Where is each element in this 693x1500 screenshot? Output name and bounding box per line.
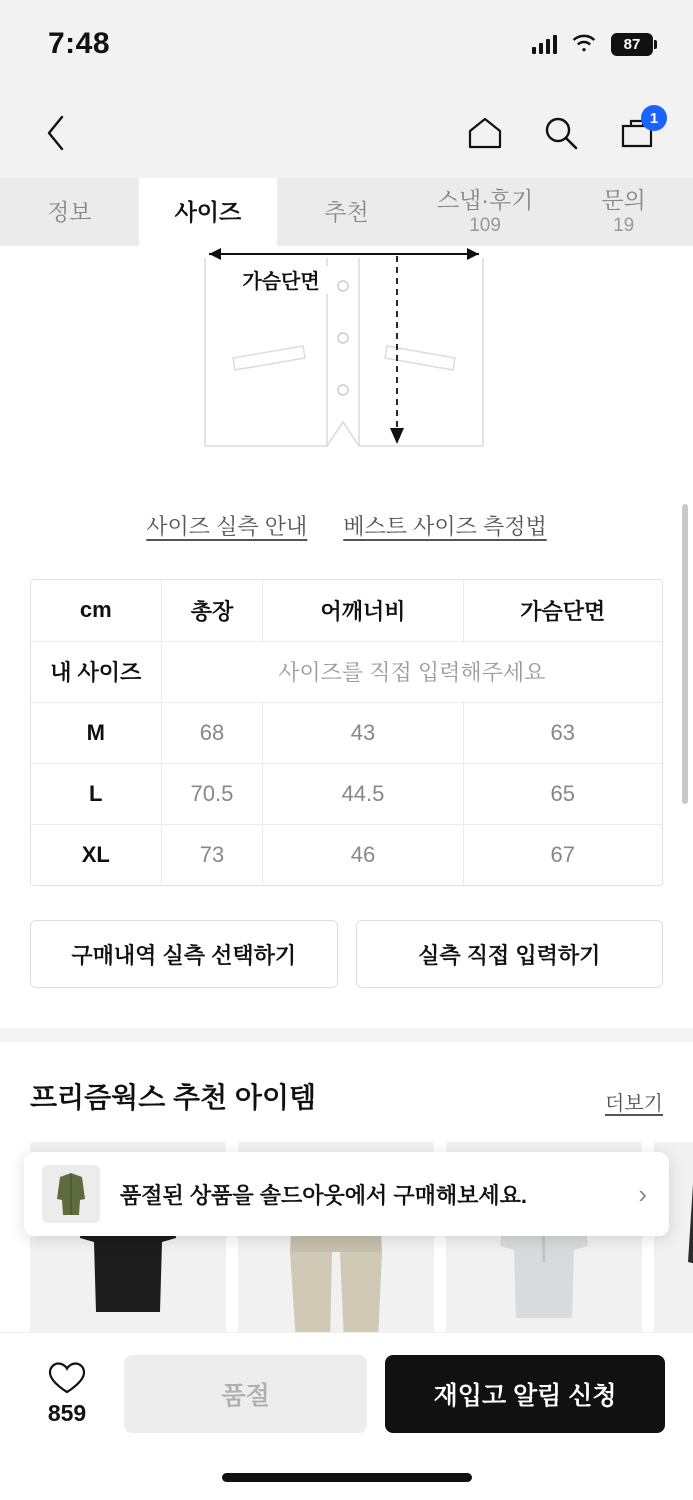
table-row bbox=[31, 824, 662, 885]
row-shoulder: 44.5 bbox=[263, 763, 463, 824]
wifi-icon bbox=[571, 34, 597, 54]
table-header-shoulder: 어깨너비 bbox=[263, 580, 463, 641]
table-header-length: 총장 bbox=[161, 580, 263, 641]
row-chest: 63 bbox=[463, 702, 662, 763]
row-chest: 65 bbox=[463, 763, 662, 824]
battery-icon bbox=[611, 33, 653, 56]
tab-label: 정보 bbox=[47, 198, 92, 225]
vest-measure-guide-link[interactable]: 베스트 사이즈 측정법 bbox=[343, 514, 547, 539]
diagram-label: 가슴단면 bbox=[241, 271, 320, 293]
select-from-orders-button[interactable]: 구매내역 실측 선택하기 bbox=[30, 920, 338, 988]
my-size-input-placeholder[interactable]: 사이즈를 직접 입력해주세요 bbox=[161, 641, 662, 702]
recommend-title: 프리즘웍스 추천 아이템 bbox=[30, 1082, 317, 1113]
chevron-left-icon[interactable] bbox=[34, 111, 78, 155]
table-header-row bbox=[31, 580, 662, 641]
status-indicators bbox=[532, 33, 653, 56]
cart-badge: 1 bbox=[641, 105, 667, 131]
like-count: 859 bbox=[47, 1400, 87, 1426]
tab-label: 추천 bbox=[324, 198, 369, 225]
heart-icon bbox=[47, 1360, 87, 1396]
status-clock: 7:48 bbox=[48, 27, 111, 60]
table-row bbox=[31, 763, 662, 824]
navigation-bar bbox=[0, 88, 693, 178]
measure-buttons bbox=[0, 886, 693, 1028]
soldout-button: 품절 bbox=[124, 1355, 367, 1433]
my-size-row[interactable] bbox=[31, 641, 662, 702]
scrollbar[interactable] bbox=[682, 504, 688, 804]
row-size-label: M bbox=[31, 702, 161, 763]
size-table bbox=[30, 579, 663, 886]
cart-icon[interactable] bbox=[615, 111, 659, 155]
soldout-promo-toast[interactable] bbox=[24, 1152, 669, 1236]
home-icon[interactable] bbox=[463, 111, 507, 155]
battery-level: 87 bbox=[623, 35, 641, 53]
recommend-more-link[interactable]: 더보기 bbox=[605, 1093, 663, 1115]
toast-message: 품절된 상품을 솔드아웃에서 구매해보세요. bbox=[120, 1182, 527, 1208]
row-size-label: L bbox=[31, 763, 161, 824]
section-divider bbox=[0, 1028, 693, 1042]
table-header-chest: 가슴단면 bbox=[463, 580, 662, 641]
bottom-action-bar bbox=[0, 1332, 693, 1454]
tab-count: 109 bbox=[469, 215, 501, 237]
home-indicator[interactable] bbox=[222, 1473, 472, 1482]
row-chest: 67 bbox=[550, 841, 575, 867]
nav-actions bbox=[463, 111, 659, 155]
row-shoulder: 43 bbox=[263, 702, 463, 763]
tab-snap-review[interactable] bbox=[416, 178, 555, 246]
table-header-unit: cm bbox=[31, 580, 161, 641]
table-row bbox=[31, 702, 662, 763]
tab-recommend[interactable] bbox=[277, 178, 416, 246]
enter-measurements-button[interactable]: 실측 직접 입력하기 bbox=[356, 920, 664, 988]
size-tab-content[interactable] bbox=[0, 246, 693, 1332]
chevron-right-icon[interactable]: › bbox=[638, 1178, 647, 1209]
guide-links bbox=[0, 478, 693, 569]
tab-info[interactable] bbox=[0, 178, 139, 246]
status-bar bbox=[0, 0, 693, 88]
product-thumbnail bbox=[42, 1165, 100, 1223]
row-shoulder: 46 bbox=[263, 824, 463, 885]
search-icon[interactable] bbox=[539, 111, 583, 155]
row-length: 73 bbox=[161, 824, 263, 885]
tab-label: 문의 bbox=[601, 186, 646, 213]
home-indicator-area bbox=[0, 1454, 693, 1500]
size-guide-link[interactable]: 사이즈 실측 안내 bbox=[146, 514, 308, 539]
row-length: 70.5 bbox=[161, 763, 263, 824]
row-size-label: XL bbox=[31, 824, 161, 885]
like-button[interactable] bbox=[28, 1360, 106, 1427]
tab-bar bbox=[0, 178, 693, 246]
vest-measurement-diagram bbox=[0, 246, 693, 478]
tab-size[interactable] bbox=[139, 178, 278, 246]
tab-inquiry[interactable] bbox=[554, 178, 693, 246]
restock-notify-button[interactable]: 재입고 알림 신청 bbox=[385, 1355, 665, 1433]
signal-bars-icon bbox=[532, 34, 557, 54]
row-length: 68 bbox=[161, 702, 263, 763]
vest-thumbnail-icon bbox=[42, 1165, 100, 1223]
tab-label: 사이즈 bbox=[174, 198, 242, 225]
my-size-label: 내 사이즈 bbox=[31, 641, 161, 702]
tab-label: 스냅·후기 bbox=[436, 186, 534, 213]
tab-count: 19 bbox=[613, 215, 635, 237]
recommend-header bbox=[0, 1042, 693, 1142]
